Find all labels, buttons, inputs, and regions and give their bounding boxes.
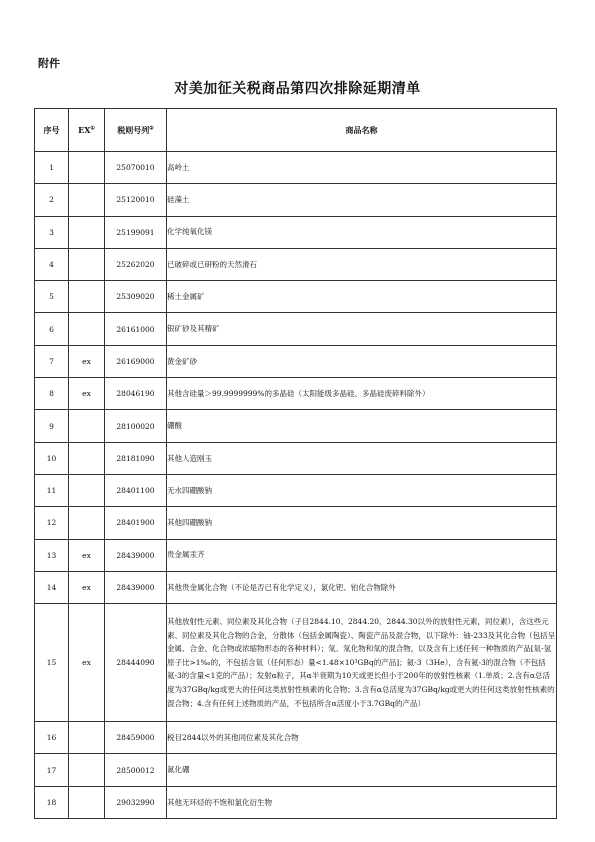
row-ex-marker	[69, 786, 105, 818]
row-ex-marker: ex	[69, 604, 105, 722]
row-ex-marker	[69, 281, 105, 313]
row-product-name: 硅藻土	[167, 184, 557, 216]
row-ex-marker	[69, 507, 105, 539]
row-tariff-code: 28439000	[105, 539, 167, 571]
row-serial-number: 6	[35, 313, 69, 345]
row-serial-number: 8	[35, 378, 69, 410]
table-row	[35, 786, 557, 818]
row-product-name: 其他人造刚玉	[167, 442, 557, 474]
table-row	[35, 378, 557, 410]
row-ex-marker	[69, 248, 105, 280]
row-product-name: 稀土金属矿	[167, 281, 557, 313]
row-product-name: 高岭土	[167, 152, 557, 184]
row-tariff-code: 28046190	[105, 378, 167, 410]
row-product-name: 硼酸	[167, 410, 557, 442]
table-row	[35, 345, 557, 377]
footnote-marker: ①	[90, 125, 95, 132]
row-ex-marker	[69, 474, 105, 506]
row-product-name: 贵金属汞齐	[167, 539, 557, 571]
table-row	[35, 184, 557, 216]
row-product-name: 已破碎或已研粉的天然滑石	[167, 248, 557, 280]
document-title: 对美加征关税商品第四次排除延期清单	[174, 81, 421, 97]
table-row	[35, 539, 557, 571]
table-header-row	[35, 109, 557, 152]
row-ex-marker	[69, 216, 105, 248]
header-tariff-code: 税则号列②	[105, 109, 167, 152]
row-serial-number: 14	[35, 571, 69, 603]
table-row	[35, 248, 557, 280]
row-product-name: 化学纯氧化镁	[167, 216, 557, 248]
table-row	[35, 722, 557, 754]
row-serial-number: 13	[35, 539, 69, 571]
row-product-name: 黄金矿砂	[167, 345, 557, 377]
row-tariff-code: 28181090	[105, 442, 167, 474]
row-ex-marker	[69, 722, 105, 754]
row-serial-number: 3	[35, 216, 69, 248]
exclusion-list-table	[34, 108, 557, 819]
row-ex-marker: ex	[69, 539, 105, 571]
row-serial-number: 15	[35, 604, 69, 722]
table-row	[35, 474, 557, 506]
row-ex-marker: ex	[69, 571, 105, 603]
row-tariff-code: 28459000	[105, 722, 167, 754]
row-tariff-code: 25120010	[105, 184, 167, 216]
row-ex-marker	[69, 152, 105, 184]
row-tariff-code: 28444090	[105, 604, 167, 722]
row-tariff-code: 28100020	[105, 410, 167, 442]
row-product-name: 税目2844以外的其他同位素及其化合物	[167, 722, 557, 754]
table-row	[35, 442, 557, 474]
row-tariff-code: 25309020	[105, 281, 167, 313]
table-row	[35, 604, 557, 722]
row-tariff-code: 25070010	[105, 152, 167, 184]
row-tariff-code: 25199091	[105, 216, 167, 248]
table-row	[35, 281, 557, 313]
row-product-name: 其他含硅量＞99.9999999%的多晶硅（太阳能级多晶硅、多晶硅废碎料除外）	[167, 378, 557, 410]
attachment-label: 附件	[38, 57, 60, 70]
table-row	[35, 507, 557, 539]
table-row	[35, 754, 557, 786]
footnote-marker: ②	[149, 124, 154, 131]
row-tariff-code: 26169000	[105, 345, 167, 377]
row-product-name: 无水四硼酸钠	[167, 474, 557, 506]
row-tariff-code: 28401100	[105, 474, 167, 506]
row-ex-marker	[69, 313, 105, 345]
row-serial-number: 2	[35, 184, 69, 216]
row-tariff-code: 25262020	[105, 248, 167, 280]
row-ex-marker	[69, 442, 105, 474]
row-serial-number: 9	[35, 410, 69, 442]
row-serial-number: 4	[35, 248, 69, 280]
row-serial-number: 7	[35, 345, 69, 377]
table-row	[35, 152, 557, 184]
table-row	[35, 410, 557, 442]
row-serial-number: 11	[35, 474, 69, 506]
row-tariff-code: 29032990	[105, 786, 167, 818]
header-product-name: 商品名称	[167, 109, 557, 152]
row-product-name: 其他四硼酸钠	[167, 507, 557, 539]
row-ex-marker	[69, 754, 105, 786]
row-product-name: 氮化硼	[167, 754, 557, 786]
row-product-name: 其他贵金属化合物（不论是否已有化学定义），氯化钯、铂化合物除外	[167, 571, 557, 603]
header-serial-number: 序号	[35, 109, 69, 152]
row-tariff-code: 28439000	[105, 571, 167, 603]
row-serial-number: 17	[35, 754, 69, 786]
row-serial-number: 1	[35, 152, 69, 184]
row-ex-marker	[69, 184, 105, 216]
row-tariff-code: 28401900	[105, 507, 167, 539]
row-ex-marker: ex	[69, 345, 105, 377]
table-row	[35, 571, 557, 603]
row-tariff-code: 28500012	[105, 754, 167, 786]
row-serial-number: 12	[35, 507, 69, 539]
row-serial-number: 10	[35, 442, 69, 474]
table-row	[35, 216, 557, 248]
row-tariff-code: 26161000	[105, 313, 167, 345]
header-ex: EX①	[69, 109, 105, 152]
row-serial-number: 5	[35, 281, 69, 313]
row-serial-number: 16	[35, 722, 69, 754]
row-product-name: 其他无环烃的不饱和氯化衍生物	[167, 786, 557, 818]
row-ex-marker	[69, 410, 105, 442]
table-row	[35, 313, 557, 345]
row-ex-marker: ex	[69, 378, 105, 410]
row-serial-number: 18	[35, 786, 69, 818]
row-product-name: 银矿砂及其精矿	[167, 313, 557, 345]
row-product-name: 其他放射性元素、同位素及其化合物（子目2844.10、2844.20、2844.30以外的放射性元素，同位素），含这些元素、同位素及其化合物的合金，分散体（包括金属陶瓷）、陶瓷产品及混合物，以下除外：铀-233及其化合物（包括呈金属、合金、化合物或浓缩物形态的各种材料）；氚、氚化物和氚的混合物，以及含有上述任何一种物质的产品[氚-氢原子比>1‰的，不包括含氚（任何形态）量<1.48×10³GBq的产品]；氦-3（3He），含有氦-3的混合物（不包括氦-3的含量<1克的产品）；发射α粒子，其α半衰期为10天或更长但小于200年的放射性核素（1.单质；2.含有α总活度为37GBq/kg或更大的任何这类放射性核素的化合物；3.含有α总活度为37GBq/kg或更大的任何这类放射性核素的混合物；4.含有任何上述物质的产品，不包括所含α活度小于3.7GBq的产品）	[167, 604, 557, 722]
